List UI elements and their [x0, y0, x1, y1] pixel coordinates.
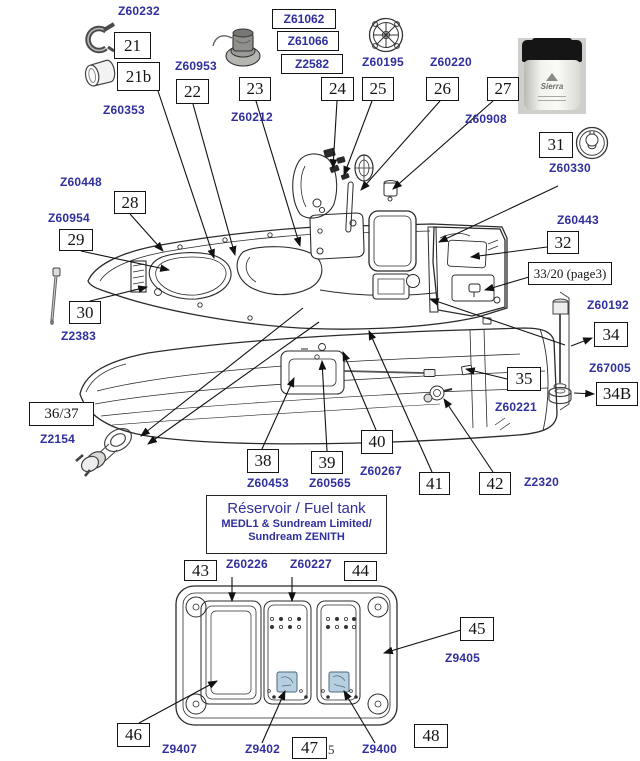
fuel-tank-tray-drawing: [176, 586, 397, 725]
callout-box-41: 41: [419, 472, 450, 495]
part-label: Z60453: [247, 476, 289, 490]
page-number: 5: [328, 742, 335, 757]
part-label: Z60565: [309, 476, 351, 490]
fuel-pump-icon: [213, 29, 260, 66]
part-label: Z60195: [362, 55, 404, 69]
part-label: Z9405: [445, 651, 481, 665]
callout-box-43: 43: [184, 560, 217, 581]
callout-box-24: 24: [321, 77, 354, 101]
boxed-part-label: Z61066: [277, 31, 339, 51]
boxed-part-label: Z61062: [272, 9, 336, 29]
callout-box-29: 29: [59, 229, 93, 251]
part-label: Z9402: [245, 742, 281, 756]
oil-dipstick-icon: [549, 292, 571, 410]
filter-body: [524, 60, 580, 110]
callout-box-39: 39: [311, 451, 343, 474]
part-label: Z60220: [430, 55, 472, 69]
callout-box-22: 22: [176, 79, 209, 104]
callout-box-26: 26: [426, 77, 459, 101]
sleeve-icon: [84, 59, 117, 87]
callout-box-27: 27: [487, 77, 519, 101]
callout-box-30: 30: [69, 301, 101, 324]
callout-box-36-37: 36/37: [29, 402, 94, 426]
callout-box-21b: 21b: [117, 62, 160, 91]
part-label: Z2320: [524, 475, 560, 489]
callout-box-34b: 34B: [596, 382, 638, 406]
part-label: Z60953: [175, 59, 217, 73]
callout-box-45: 45: [460, 617, 494, 641]
callout-box-42: 42: [479, 472, 511, 495]
fuel-cap-icon: [577, 128, 608, 159]
part-label: Z60448: [60, 175, 102, 189]
part-label: Z60232: [118, 4, 160, 18]
callout-box-31: 31: [539, 132, 573, 158]
filter-brand-text: Sierra: [540, 82, 564, 91]
callout-box-48: 48: [414, 724, 448, 748]
callout-box-34: 34: [594, 322, 628, 347]
fuel-filter-photo: [518, 38, 586, 114]
callout-box-47: 47: [292, 737, 327, 759]
callout-box-21: 21: [114, 32, 151, 59]
info-subtitle-2: Sundream ZENITH: [248, 531, 345, 543]
part-label: Z67005: [589, 361, 631, 375]
impeller-icon: [370, 19, 403, 52]
lower-hull-drawing: [80, 328, 557, 444]
sticker-z9402: [277, 672, 297, 692]
filter-brand-logo: [546, 73, 558, 81]
part-label: Z60226: [226, 557, 268, 571]
callout-box-32: 32: [547, 231, 579, 254]
part-label: Z60353: [103, 103, 145, 117]
part-label: Z9400: [362, 742, 398, 756]
part-label: Z60212: [231, 110, 273, 124]
part-label: Z2383: [61, 329, 97, 343]
callout-box-38: 38: [247, 449, 279, 473]
hose-clamp-icon: [88, 24, 114, 51]
part-label: Z60908: [465, 112, 507, 126]
callout-box-28: 28: [114, 191, 146, 214]
boxed-part-label: Z2582: [281, 54, 343, 74]
part-label: Z2154: [40, 432, 76, 446]
sticker-z9400: [329, 672, 349, 692]
leader-lines: [81, 91, 594, 743]
callout-box-40: 40: [361, 430, 393, 454]
filter-cap: [522, 40, 582, 62]
part-label: Z60954: [48, 211, 90, 225]
part-label: Z60443: [557, 213, 599, 227]
fuel-tank-info-box: [206, 495, 387, 554]
part-label: Z60330: [549, 161, 591, 175]
callout-box-44: 44: [344, 561, 377, 581]
callout-box-25: 25: [362, 77, 394, 101]
callout-box-46: 46: [117, 723, 150, 747]
part-label: Z60267: [360, 464, 402, 478]
info-subtitle-1: MEDL1 & Sundream Limited/: [221, 518, 372, 530]
callout-box-35: 35: [507, 367, 541, 391]
info-title: Réservoir / Fuel tank: [227, 500, 366, 517]
part-label: Z60192: [587, 298, 629, 312]
callout-box-23: 23: [239, 77, 271, 101]
part-label: Z9407: [162, 742, 198, 756]
callout-box-33-20: 33/20 (page3): [528, 262, 612, 285]
part-label: Z60227: [290, 557, 332, 571]
dipstick-rod-icon: [50, 268, 60, 325]
part-label: Z60221: [495, 400, 537, 414]
